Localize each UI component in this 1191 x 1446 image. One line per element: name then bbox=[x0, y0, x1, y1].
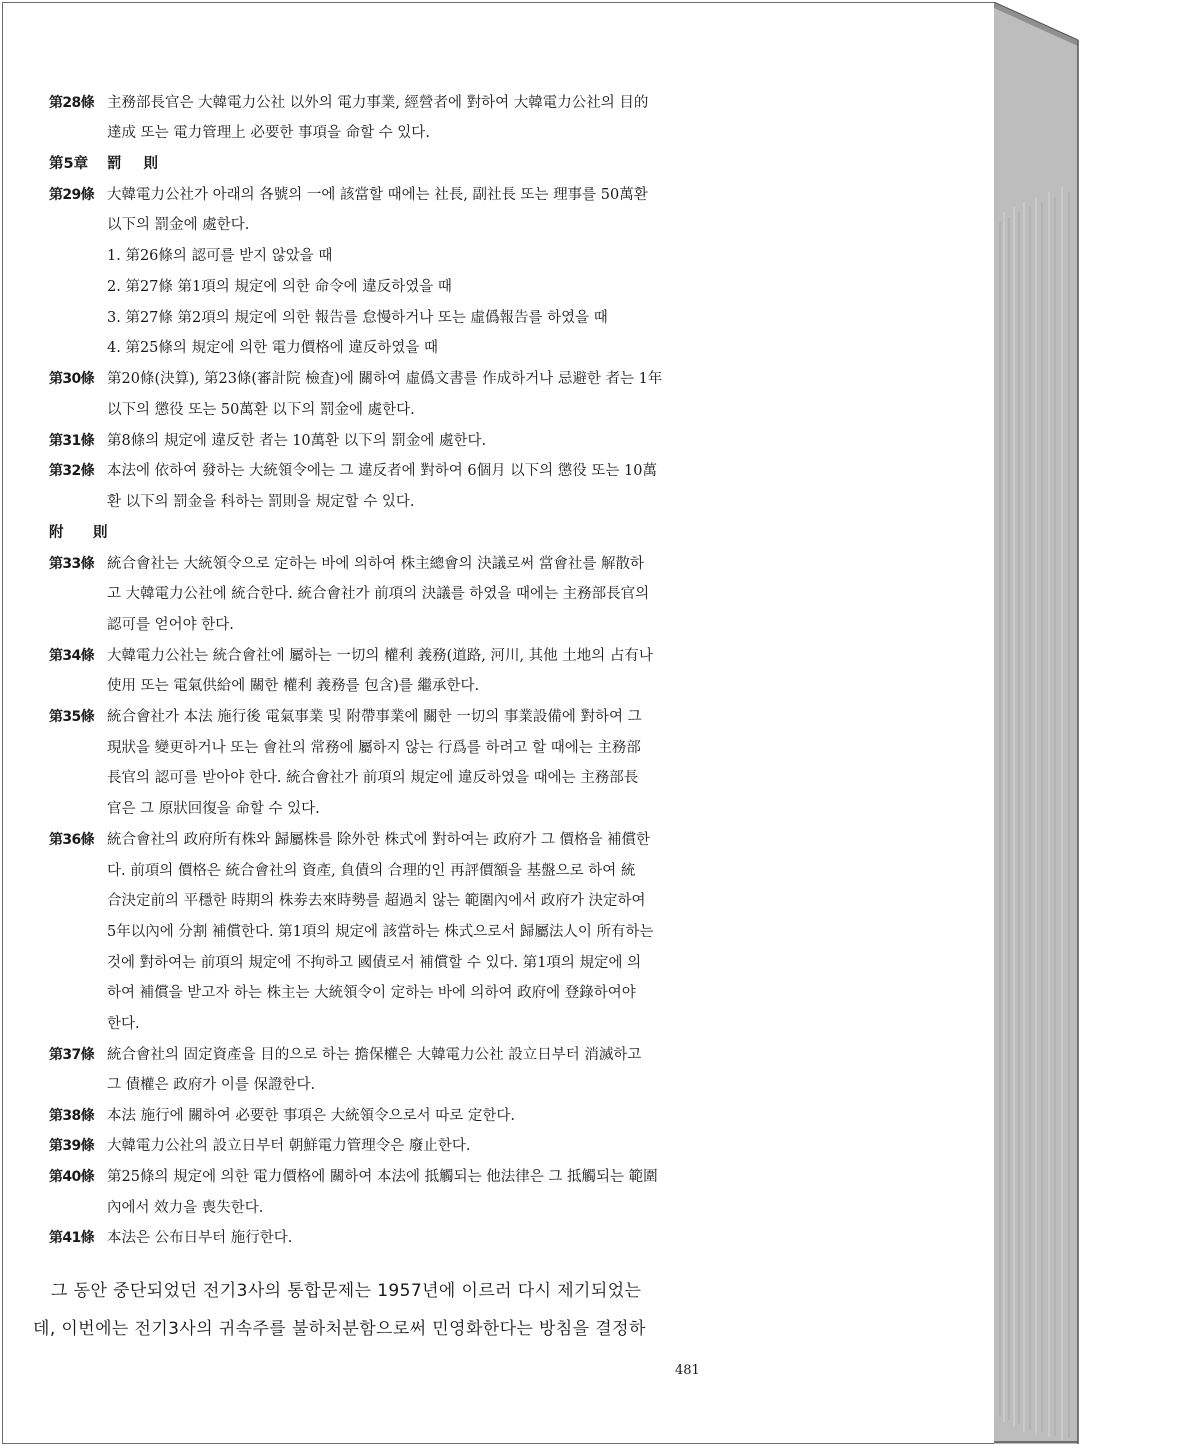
article-number: 第31條 bbox=[49, 433, 95, 449]
article-text-line: 合決定前의 平穩한 時期의 株劵去來時勢를 超過치 않는 範圍內에서 政府가 決定하여 bbox=[107, 893, 646, 909]
article-number: 第39條 bbox=[49, 1138, 95, 1154]
article-item: 2. 第27條 第1項의 規定에 의한 命令에 違反하였을 때 bbox=[107, 279, 452, 295]
article-text-line: 한다. bbox=[107, 1016, 140, 1032]
body-paragraph-line: 그 동안 중단되었던 전기3사의 통합문제는 1957년에 이르러 다시 제기되었는 bbox=[51, 1281, 642, 1301]
article-number: 第40條 bbox=[49, 1169, 95, 1185]
article-text-line: 本法은 公布日부터 施行한다. bbox=[107, 1230, 293, 1246]
article-text-line: 大韓電力公社가 아래의 各號의 一에 該當할 때에는 社長, 副社長 또는 理事를 50萬환 bbox=[107, 187, 648, 203]
article-text-line: 內에서 效力을 喪失한다. bbox=[107, 1200, 264, 1216]
article-number: 第28條 bbox=[49, 95, 95, 111]
article-text-line: 統合會社의 固定資產을 目的으로 하는 擔保權은 大韓電力公社 設立日부터 消滅하고 bbox=[107, 1047, 642, 1063]
article-text-line: 大韓電力公社는 統合會社에 屬하는 一切의 權利 義務(道路, 河川, 其他 土地의 占有나 bbox=[107, 648, 653, 664]
article-item: 3. 第27條 第2項의 規定에 의한 報告를 怠慢하거나 또는 虛僞報告를 하였을 때 bbox=[107, 310, 608, 326]
article-text-line: 現狀을 變更하거나 또는 會社의 常務에 屬하지 않는 行爲를 하려고 할 때에는 主務部 bbox=[107, 740, 641, 756]
article-text-line: 以下의 罰金에 處한다. bbox=[107, 217, 250, 233]
article-text-line: 達成 또는 電力管理上 必要한 事項을 命할 수 있다. bbox=[107, 125, 430, 141]
article-text-line: 고 大韓電力公社에 統合한다. 統合會社가 前項의 決議를 하였을 때에는 主務部長官의 bbox=[107, 586, 650, 602]
article-text-line: 하여 補償을 받고자 하는 株主는 大統領令이 定하는 바에 의하여 政府에 登錄하여야 bbox=[107, 985, 636, 1001]
article-number: 第29條 bbox=[49, 187, 95, 203]
article-text-line: 것에 對하여는 前項의 規定에 不拘하고 國債로서 補償할 수 있다. 第1項의 規定에 의 bbox=[107, 955, 642, 971]
article-text-line: 統合會社는 大統領令으로 定하는 바에 의하여 株主總會의 決議로써 當會社를 解散하 bbox=[107, 556, 644, 572]
article-text-line: 第8條의 規定에 違反한 者는 10萬환 以下의 罰金에 處한다. bbox=[107, 433, 487, 449]
article-number: 第36條 bbox=[49, 832, 95, 848]
heading-part: 附 bbox=[49, 525, 64, 541]
article-number: 第38條 bbox=[49, 1108, 95, 1124]
article-text-line: 長官의 認可를 받아야 한다. 統合會社가 前項의 規定에 違反하였을 때에는 主務部長 bbox=[107, 770, 639, 786]
article-number: 第35條 bbox=[49, 709, 95, 725]
chapter-number: 第5章 bbox=[49, 156, 89, 172]
article-number: 第37條 bbox=[49, 1047, 95, 1063]
article-text-line: 官은 그 原狀回復을 命할 수 있다. bbox=[107, 801, 320, 817]
article-text-line: 本法 施行에 關하여 必要한 事項은 大統領令으로서 따로 定한다. bbox=[107, 1108, 515, 1124]
article-item: 1. 第26條의 認可를 받지 않았을 때 bbox=[107, 248, 333, 264]
article-text-line: 本法에 依하여 發하는 大統領令에는 그 違反者에 對하여 6個月 以下의 懲役 또는 10萬 bbox=[107, 463, 657, 479]
chapter-title: 罰則 bbox=[107, 156, 180, 172]
article-text-line: 다. 前項의 價格은 統合會社의 資產, 負債의 合理的인 再評價額을 基盤으로 하여 統 bbox=[107, 863, 636, 879]
article-text-line: 환 以下의 罰金을 科하는 罰則을 規定할 수 있다. bbox=[107, 494, 415, 510]
document-page bbox=[2, 2, 995, 1444]
article-text-line: 統合會社가 本法 施行後 電氣事業 및 附帶事業에 關한 一切의 事業設備에 對하여 그 bbox=[107, 709, 642, 725]
heading-part: 則 bbox=[93, 525, 108, 541]
article-number: 第30條 bbox=[49, 371, 95, 387]
article-text-line: 使用 또는 電氣供給에 關한 權利 義務를 包含)를 繼承한다. bbox=[107, 678, 480, 694]
article-text-line: 大韓電力公社의 設立日부터 朝鮮電力管理令은 廢止한다. bbox=[107, 1138, 471, 1154]
article-text-line: 5年以內에 分割 補償한다. 第1項의 規定에 該當하는 株式으로서 歸屬法人이 所有하는 bbox=[107, 924, 654, 940]
article-item: 4. 第25條의 規定에 의한 電力價格에 違反하였을 때 bbox=[107, 340, 439, 356]
article-number: 第41條 bbox=[49, 1230, 95, 1246]
page-content bbox=[3, 3, 995, 1443]
article-number: 第33條 bbox=[49, 556, 95, 572]
article-text-line: 第20條(決算), 第23條(審計院 檢査)에 關하여 虛僞文書를 作成하거나 忌避한 者는 1年 bbox=[107, 371, 663, 387]
body-paragraph-line: 데, 이번에는 전기3사의 귀속주를 불하처분함으로써 민영화한다는 방침을 결정하 bbox=[33, 1319, 646, 1339]
page-stack-icon bbox=[994, 2, 1090, 1444]
article-number: 第32條 bbox=[49, 463, 95, 479]
article-text-line: 統合會社의 政府所有株와 歸屬株를 除外한 株式에 對하여는 政府가 그 價格을 補償한 bbox=[107, 832, 651, 848]
article-number: 第34條 bbox=[49, 648, 95, 664]
article-text-line: 認可를 얻어야 한다. bbox=[107, 617, 234, 633]
article-text-line: 以下의 懲役 또는 50萬환 以下의 罰金에 處한다. bbox=[107, 402, 415, 418]
article-text-line: 第25條의 規定에 의한 電力價格에 關하여 本法에 抵觸되는 他法律은 그 抵觸되는 範圍 bbox=[107, 1169, 658, 1185]
book-edge-decoration bbox=[994, 2, 1090, 1444]
article-text-line: 主務部長官은 大韓電力公社 以外의 電力事業, 經營者에 對하여 大韓電力公社의 目的 bbox=[107, 95, 649, 111]
article-text-line: 그 債權은 政府가 이를 保證한다. bbox=[107, 1077, 316, 1093]
page-number: 481 bbox=[675, 1363, 700, 1378]
